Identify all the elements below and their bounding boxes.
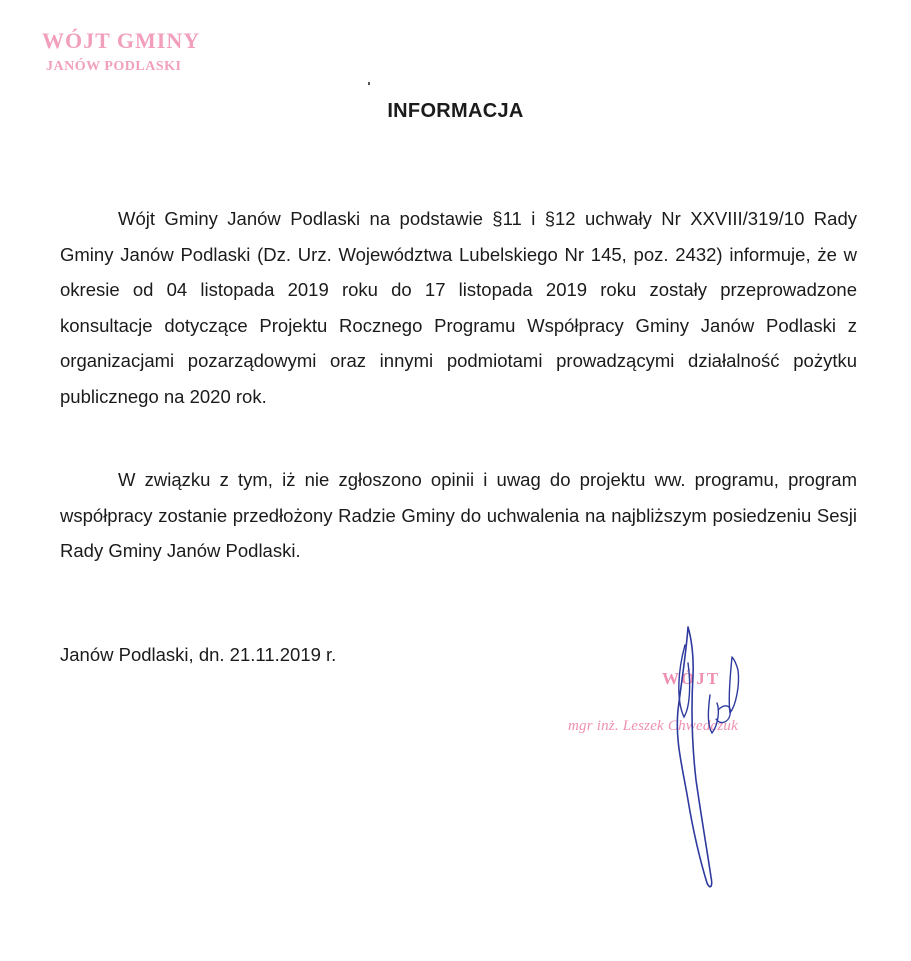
scan-speck [368,82,370,85]
handwritten-signature-icon [560,615,860,915]
header-stamp-line2: JANÓW PODLASKI [46,59,182,74]
header-stamp [40,28,250,76]
paragraph-no-comments: W związku z tym, iż nie zgłoszono opinii i uwag do projektu ww. programu, program współpracy zostanie przedłożony Radzie Gminy do uchwalenia na najbliższym posiedzeniu Sesji Rady Gminy Janów Podlaski. [60,469,857,561]
document-title: INFORMACJA [387,100,524,122]
signature-block [560,615,860,915]
paragraph-consultation-info: Wójt Gminy Janów Podlaski na podstawie §11 i §12 uchwały Nr XXVIII/319/10 Rady Gminy Janów Podlaski (Dz. Urz. Województwa Lubelskiego Nr 145, poz. 2432) informuje, że w okresie od 04 listopada 2019 roku do 17 listopada 2019 roku zostały przeprowadzone konsultacje dotyczące Projektu Rocznego Programu Współpracy Gminy Janów Podlaski z organizacjami pozarządowymi oraz innymi podmiotami prowadzącymi działalność pożytku publicznego na 2020 rok. [60,208,857,407]
stamp-name-text: mgr inż. Leszek Chwedczuk [568,718,738,734]
place-and-date: Janów Podlaski, dn. 21.11.2019 r. [60,644,337,665]
stamp-role-text: WÓJT [662,669,721,688]
header-stamp-line1: WÓJT GMINY [42,28,201,53]
